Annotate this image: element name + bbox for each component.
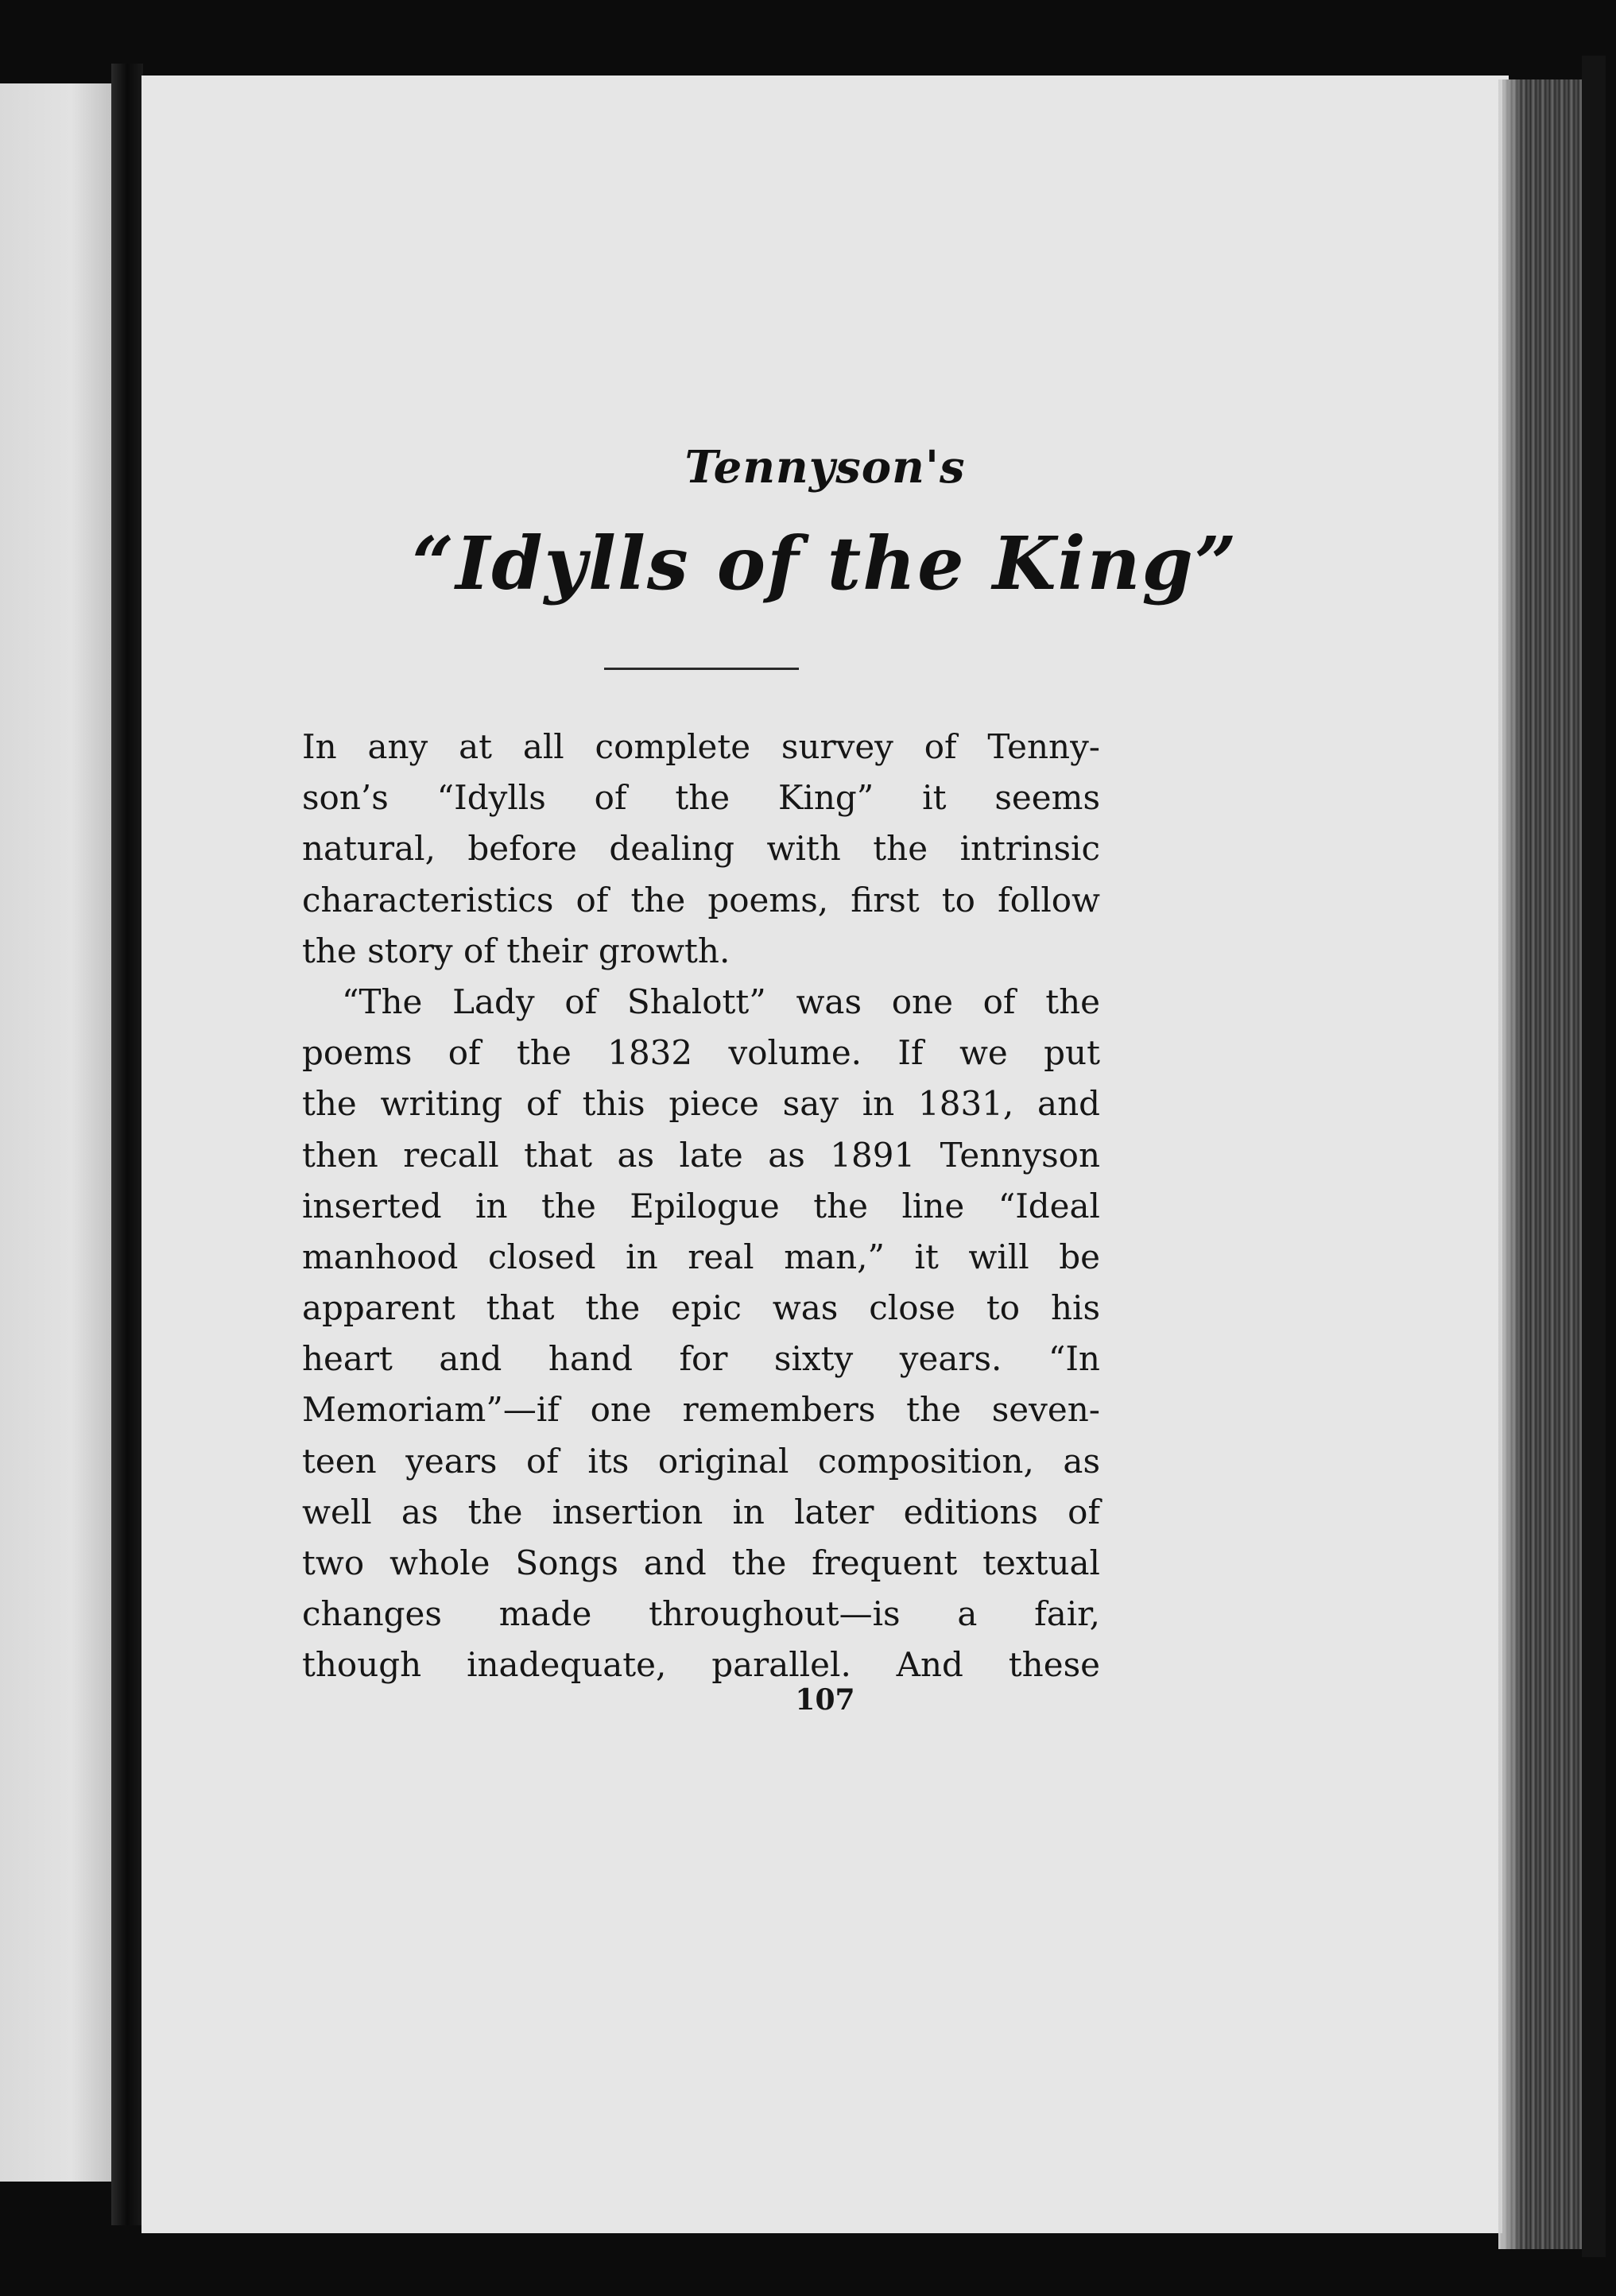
text-line: the writing of this piece say in 1831, and [302,1084,1100,1124]
text-line: apparent that the epic was close to his [302,1288,1100,1328]
text-line: characteristics of the poems, first to follow [302,880,1100,920]
binding-gutter [111,64,143,2225]
text-line: manhood closed in real man,” it will be [302,1237,1100,1276]
text-line: the story of their growth. [302,931,730,970]
cover-edge [1582,56,1606,2257]
text-line: son’s “Idylls of the King” it seems [302,778,1100,818]
text-line: heart and hand for sixty years. “In [302,1339,1100,1379]
text-line: well as the insertion in later editions of [302,1492,1100,1531]
title-heading: “Idylls of the King” [412,521,1238,606]
text-line: two whole Songs and the frequent textual [302,1543,1100,1582]
title-divider [604,668,799,670]
text-line: inserted in the Epilogue the line “Ideal [302,1186,1100,1225]
text-line: though inadequate, parallel. And these [302,1645,1100,1685]
text-line: then recall that as late as 1891 Tennyson [302,1135,1100,1175]
facing-page-edge [0,83,119,2182]
text-line: Memoriam”—if one remembers the seven- [302,1390,1100,1430]
page-number: 107 [795,1683,855,1717]
text-line: “The Lady of Shalott” was one of the [342,982,1100,1021]
text-line: teen years of its original composition, as [302,1441,1100,1481]
page-fore-edge-shade [1498,79,1522,2249]
author-heading: Tennyson's [684,441,966,494]
text-line: changes made throughout—is a fair, [302,1594,1100,1634]
text-line: In any at all complete survey of Tenny- [302,727,1100,766]
text-line: natural, before dealing with the intrinsic [302,829,1100,869]
text-line: poems of the 1832 volume. If we put [302,1033,1100,1073]
body-text [302,722,1100,1691]
